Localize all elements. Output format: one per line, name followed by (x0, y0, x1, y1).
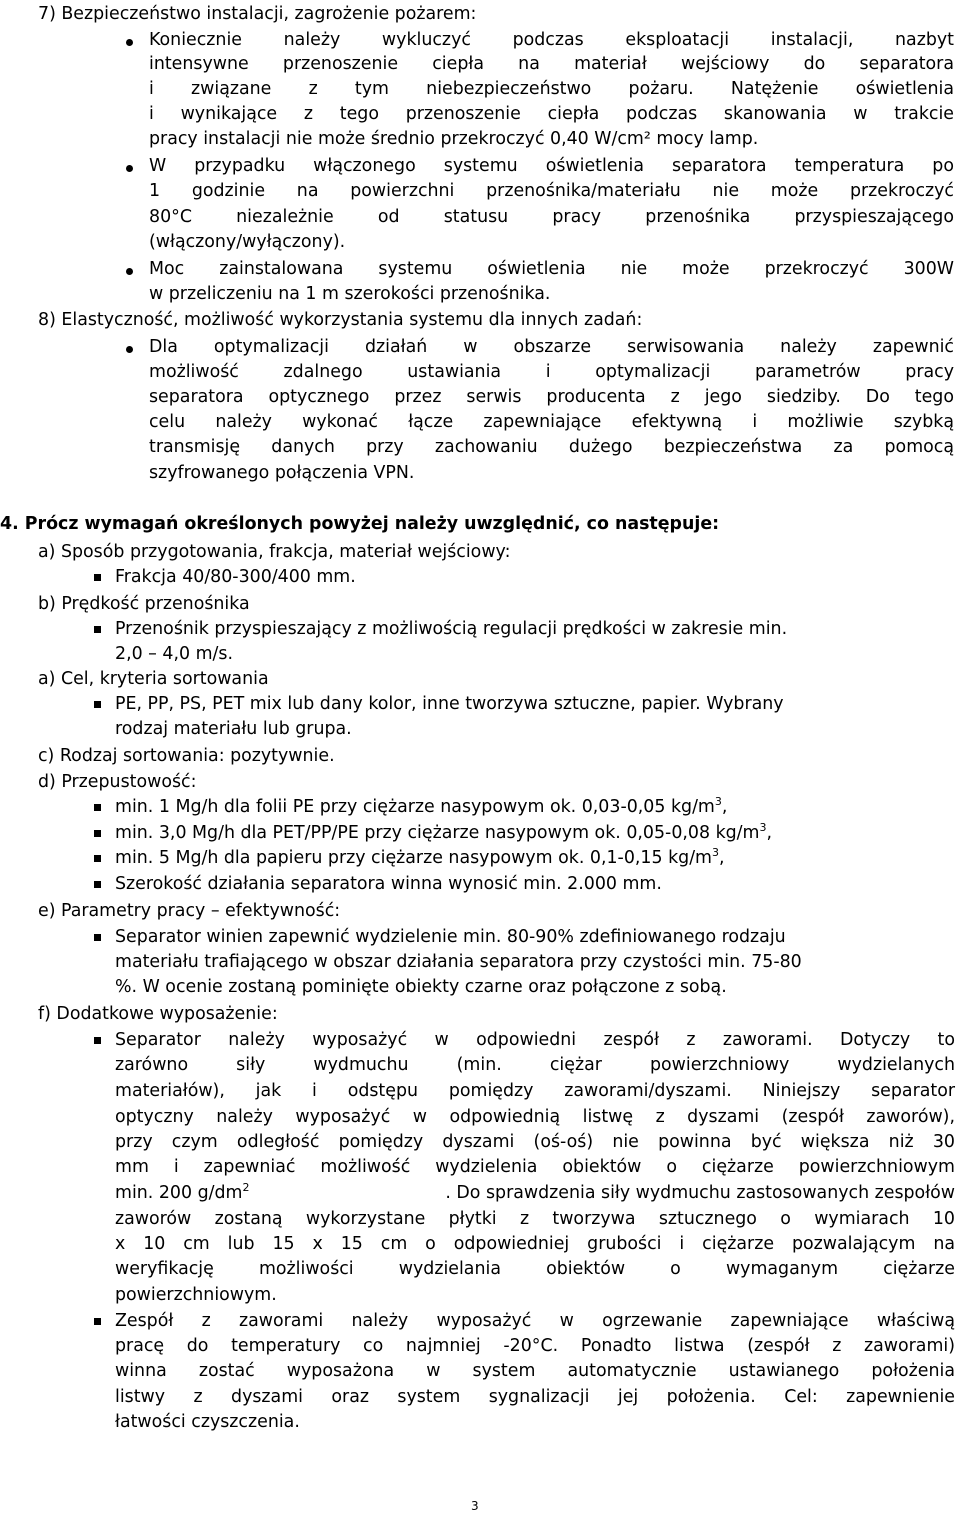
s8-b1-line: Dla optymalizacji działań w obszarze serwisowania należy zapewnić (149, 337, 954, 357)
s7-b2-line: W przypadku włączonego systemu oświetlenia separatora temperatura po (149, 156, 954, 176)
f-item1-line: x 10 cm lub 15 x 15 cm o odpowiedniej grubości i ciężarze pozwalającym na (115, 1234, 955, 1254)
f-item1-text (115, 1182, 249, 1204)
section-8-title: 8) Elastyczność, możliwość wykorzystania systemu dla innych zadań: (38, 310, 643, 330)
f-item1-text-b: . Do sprawdzenia siły wydmuchu zastosowanych zespołów (445, 1183, 955, 1203)
a2-item-line: rodzaj materiału lub grupa. (115, 719, 352, 739)
f-item2-line: winna zostać wyposażona w system automatycznie ustawianego położenia (115, 1361, 955, 1381)
subsection-a-title: a) Sposób przygotowania, frakcja, materiał wejściowy: (38, 542, 511, 562)
f-item1-line: Separator należy wyposażyć w odpowiedni zespół z zaworami. Dotyczy to (115, 1030, 955, 1050)
s7-b2-line: (włączony/wyłączony). (149, 232, 346, 252)
e-item-line: %. W ocenie zostaną pominięte obiekty czarne oraz połączone z sobą. (115, 977, 727, 997)
s8-b1-line: możliwość zdalnego ustawiania i optymalizacji parametrów pracy (149, 362, 954, 382)
s7-b1-line: Koniecznie należy wykluczyć podczas eksploatacji instalacji, nazbyt (149, 30, 954, 50)
square-bullet-icon (94, 1037, 101, 1044)
a-item: Frakcja 40/80-300/400 mm. (115, 567, 356, 587)
e-item-line: Separator winien zapewnić wydzielenie min. 80-90% zdefiniowanego rodzaju (115, 927, 786, 947)
s7-b3-line: Moc zainstalowana systemu oświetlenia nie może przekroczyć 300W (149, 259, 954, 279)
page-number: 3 (471, 1499, 479, 1513)
superscript: 3 (759, 821, 767, 835)
e-item-line: materiału trafiającego w obszar działania separatora przy czystości min. 75-80 (115, 952, 802, 972)
f-item1-line: weryfikację możliwości wydzielania obiektów o wymaganym ciężarze (115, 1259, 955, 1279)
subsection-d-title: d) Przepustowość: (38, 772, 197, 792)
square-bullet-icon (94, 934, 101, 941)
s7-b2-line: 80°C niezależnie od statusu pracy przenośnika przyspieszającego (149, 207, 954, 227)
b-item-line: Przenośnik przyspieszający z możliwością regulacji prędkości w zakresie min. (115, 619, 788, 639)
b-item-line: 2,0 – 4,0 m/s. (115, 644, 233, 664)
f-item2-line: pracę do temperatury co najmniej -20°C. Ponadto listwa (zespół z zaworami) (115, 1336, 955, 1356)
superscript: 2 (242, 1181, 250, 1195)
superscript: 3 (712, 846, 719, 860)
f-item2-line: Zespół z zaworami należy wyposażyć w ogrzewanie zapewniające właściwą (115, 1311, 955, 1331)
square-bullet-icon (94, 804, 101, 811)
subsection-a2-title: a) Cel, kryteria sortowania (38, 669, 269, 689)
d-item-text: min. 3,0 Mg/h dla PET/PP/PE przy ciężarze nasypowym ok. 0,05-0,08 kg/m (115, 823, 760, 843)
d-item (115, 847, 725, 869)
bullet-icon (126, 39, 133, 46)
s8-b1-line: separatora optycznego przez serwis producenta z jego siedziby. Do tego (149, 387, 954, 407)
square-bullet-icon (94, 881, 101, 888)
square-bullet-icon (94, 1318, 101, 1325)
bullet-icon (126, 346, 133, 353)
f-item1-line: zaworów zostaną wykorzystane płytki z tworzywa sztucznego o wymiarach 10 (115, 1209, 955, 1229)
square-bullet-icon (94, 701, 101, 708)
s7-b3-line: w przeliczeniu na 1 m szerokości przenośnika. (149, 284, 551, 304)
d-item: Szerokość działania separatora winna wynosić min. 2.000 mm. (115, 874, 662, 894)
section-7-title: 7) Bezpieczeństwo instalacji, zagrożenie pożarem: (38, 4, 477, 24)
d-item-suffix: , (721, 797, 728, 817)
subsection-f-title: f) Dodatkowe wyposażenie: (38, 1004, 278, 1024)
subsection-c-title: c) Rodzaj sortowania: pozytywnie. (38, 746, 335, 766)
subsection-b-title: b) Prędkość przenośnika (38, 594, 250, 614)
section-4-heading: 4. Prócz wymagań określonych powyżej należy uwzględnić, co następuje: (0, 514, 720, 534)
f-item1-text-a: min. 200 g/dm (115, 1183, 243, 1203)
d-item-text: min. 1 Mg/h dla folii PE przy ciężarze nasypowym ok. 0,03-0,05 kg/m (115, 797, 715, 817)
s8-b1-line: szyfrowanego połączenia VPN. (149, 463, 415, 483)
d-item-suffix: , (766, 823, 773, 843)
bullet-icon (126, 165, 133, 172)
d-item (115, 796, 727, 818)
f-item1-line: materiałów), jak i odstępu pomiędzy zaworami/dyszami. Niniejszy separator (115, 1081, 955, 1101)
f-item2-line: łatwości czyszczenia. (115, 1412, 300, 1432)
d-item-suffix: , (719, 848, 725, 868)
f-item1-line: mm i zapewniać możliwość wydzielenia obiektów o ciężarze powierzchniowym (115, 1157, 955, 1177)
superscript: 3 (714, 795, 722, 809)
f-item1-line: powierzchniowym. (115, 1285, 277, 1305)
s7-b1-line: intensywne przenoszenie ciepła na materiał wejściowy do separatora (149, 54, 954, 74)
s7-b1-line: i wynikające z tego przenoszenie ciepła podczas skanowania w trakcie (149, 104, 954, 124)
d-item (115, 822, 772, 844)
d-item-text: min. 5 Mg/h dla papieru przy ciężarze nasypowym ok. 0,1-0,15 kg/m (115, 848, 712, 868)
s8-b1-line: transmisję danych przy zachowaniu dużego bezpieczeństwa za pomocą (149, 437, 954, 457)
bullet-icon (126, 268, 133, 275)
s7-b2-line: 1 godzinie na powierzchni przenośnika/materiału nie może przekroczyć (149, 181, 954, 201)
square-bullet-icon (94, 574, 101, 581)
subsection-e-title: e) Parametry pracy – efektywność: (38, 901, 341, 921)
square-bullet-icon (94, 626, 101, 633)
s8-b1-line: celu należy wykonać łącze zapewniające efektywną i możliwie szybką (149, 412, 954, 432)
square-bullet-icon (94, 830, 101, 837)
f-item1-line (115, 1182, 955, 1204)
square-bullet-icon (94, 855, 101, 862)
s7-b1-line: pracy instalacji nie może średnio przekroczyć 0,40 W/cm² mocy lamp. (149, 129, 759, 149)
s7-b1-line: i związane z tym niebezpieczeństwo pożaru. Natężenie oświetlenia (149, 79, 954, 99)
f-item1-line: przy czym odległość pomiędzy dyszami (oś-oś) nie powinna być większa niż 30 (115, 1132, 955, 1152)
f-item1-line: zarówno siły wydmuchu (min. ciężar powierzchniowy wydzielanych (115, 1055, 955, 1075)
a2-item-line: PE, PP, PS, PET mix lub dany kolor, inne tworzywa sztuczne, papier. Wybrany (115, 694, 784, 714)
f-item1-line: optyczny należy wyposażyć w odpowiednią listwę z dyszami (zespół zaworów), (115, 1107, 955, 1127)
f-item2-line: listwy z dyszami oraz system sygnalizacji jej położenia. Cel: zapewnienie (115, 1387, 955, 1407)
